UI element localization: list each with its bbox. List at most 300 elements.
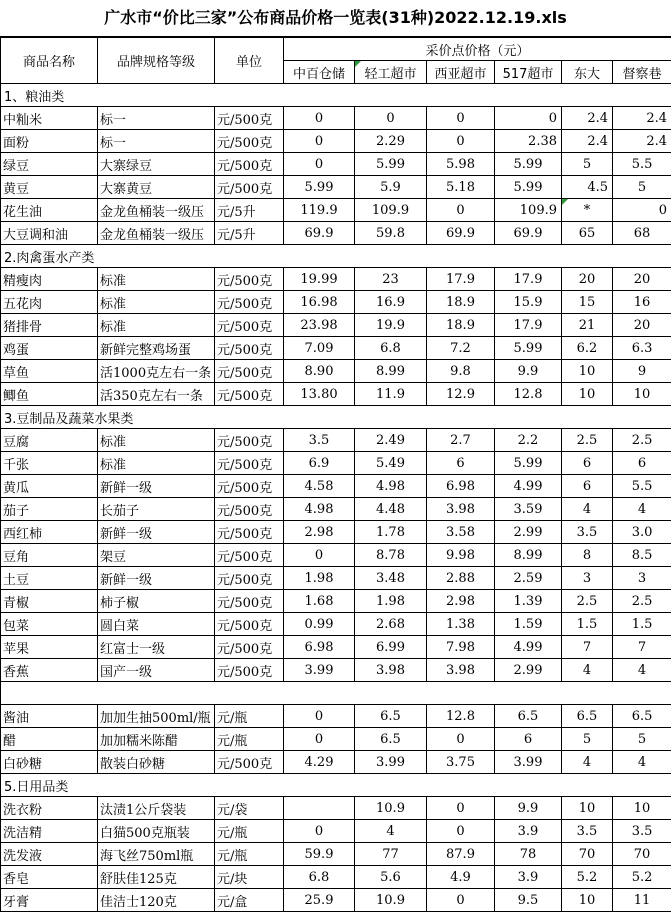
- unit-cell: 元/500克: [215, 337, 284, 360]
- table-row: [1, 291, 671, 314]
- price-cell: 7: [562, 636, 613, 659]
- price-cell: 69.9: [427, 222, 495, 245]
- price-cell: 65: [562, 222, 613, 245]
- price-cell: 3.99: [284, 659, 355, 682]
- product-spec-cell: 金龙鱼桶装一级压: [98, 222, 215, 245]
- price-cell: 5.99: [495, 153, 562, 176]
- product-name-cell: 醋: [1, 728, 98, 751]
- price-cell: 21: [562, 314, 613, 337]
- price-cell: 20: [562, 268, 613, 291]
- price-cell: 0: [284, 107, 355, 130]
- unit-cell: 元/块: [215, 866, 284, 889]
- price-cell: 2.99: [495, 659, 562, 682]
- table-row: [1, 222, 671, 245]
- price-cell: 0: [427, 728, 495, 751]
- price-cell: 16.98: [284, 291, 355, 314]
- unit-cell: 元/500克: [215, 659, 284, 682]
- price-cell: 5.99: [284, 176, 355, 199]
- table-row: [1, 199, 671, 222]
- unit-cell: 元/500克: [215, 130, 284, 153]
- unit-cell: 元/500克: [215, 751, 284, 774]
- price-cell: 6: [562, 452, 613, 475]
- price-cell: 17.9: [495, 268, 562, 291]
- price-cell: 11.9: [355, 383, 427, 406]
- price-cell: 15: [562, 291, 613, 314]
- price-cell: 5.6: [355, 866, 427, 889]
- price-cell: 2.2: [495, 429, 562, 452]
- price-cell: 5.49: [355, 452, 427, 475]
- section-label: 2.肉禽蛋水产类: [1, 245, 671, 268]
- price-cell: 109.9: [355, 199, 427, 222]
- price-cell: 0.99: [284, 613, 355, 636]
- price-cell: 5.99: [495, 452, 562, 475]
- price-cell: 5: [613, 176, 671, 199]
- price-cell: 69.9: [495, 222, 562, 245]
- unit-cell: 元/5升: [215, 222, 284, 245]
- price-cell: 5.2: [562, 866, 613, 889]
- table-row: [1, 567, 671, 590]
- price-cell: 4.99: [495, 636, 562, 659]
- price-cell: 9.8: [427, 360, 495, 383]
- price-cell: 70: [613, 843, 671, 866]
- price-cell: [284, 797, 355, 820]
- price-cell: 17.9: [495, 314, 562, 337]
- price-cell: 18.9: [427, 314, 495, 337]
- price-cell: 3.99: [495, 751, 562, 774]
- price-cell: 4: [613, 751, 671, 774]
- section-label: 3.豆制品及蔬菜水果类: [1, 406, 671, 429]
- product-spec-cell: 柿子椒: [98, 590, 215, 613]
- price-cell: 10: [562, 383, 613, 406]
- price-cell: 7.2: [427, 337, 495, 360]
- price-cell: 1.5: [613, 613, 671, 636]
- price-cell: 6.8: [355, 337, 427, 360]
- price-cell: 10: [613, 383, 671, 406]
- price-cell: 5.5: [613, 153, 671, 176]
- table-row: [1, 383, 671, 406]
- table-row: [1, 797, 671, 820]
- price-cell: 6: [427, 452, 495, 475]
- price-cell: 2.5: [562, 429, 613, 452]
- header-name: 商品名称: [1, 38, 98, 84]
- product-spec-cell: 标准: [98, 452, 215, 475]
- product-spec-cell: 架豆: [98, 544, 215, 567]
- unit-cell: 元/500克: [215, 291, 284, 314]
- product-name-cell: 酱油: [1, 705, 98, 728]
- price-cell: 12.9: [427, 383, 495, 406]
- price-cell: 4.5: [562, 176, 613, 199]
- price-cell: 87.9: [427, 843, 495, 866]
- product-spec-cell: 国产一级: [98, 659, 215, 682]
- table-row: [1, 751, 671, 774]
- product-spec-cell: 标准: [98, 268, 215, 291]
- unit-cell: 元/500克: [215, 314, 284, 337]
- unit-cell: 元/瓶: [215, 705, 284, 728]
- price-cell: 4: [613, 498, 671, 521]
- table-row: [1, 544, 671, 567]
- product-spec-cell: 新鲜一级: [98, 475, 215, 498]
- price-cell: 5.5: [613, 475, 671, 498]
- product-name-cell: 鲫鱼: [1, 383, 98, 406]
- price-cell: 4: [562, 498, 613, 521]
- table-body: [1, 38, 671, 912]
- price-cell: 3.5: [613, 820, 671, 843]
- price-cell: 2.4: [562, 107, 613, 130]
- price-cell: 23: [355, 268, 427, 291]
- product-name-cell: 香皂: [1, 866, 98, 889]
- price-cell: 9: [613, 360, 671, 383]
- price-cell: 2.59: [495, 567, 562, 590]
- product-name-cell: 牙膏: [1, 889, 98, 912]
- price-cell: 2.68: [355, 613, 427, 636]
- unit-cell: 元/500克: [215, 360, 284, 383]
- section-label: [1, 682, 671, 705]
- unit-cell: 元/500克: [215, 544, 284, 567]
- price-cell: 15.9: [495, 291, 562, 314]
- product-name-cell: 青椒: [1, 590, 98, 613]
- price-cell: 8.99: [495, 544, 562, 567]
- price-cell: 8.99: [355, 360, 427, 383]
- price-cell: 10: [562, 360, 613, 383]
- price-cell: 4.98: [355, 475, 427, 498]
- table-row: [1, 521, 671, 544]
- price-cell: 0: [427, 797, 495, 820]
- unit-cell: 元/500克: [215, 268, 284, 291]
- price-cell: 6.98: [427, 475, 495, 498]
- table-row: [1, 429, 671, 452]
- product-spec-cell: 长茄子: [98, 498, 215, 521]
- price-cell: 6: [613, 452, 671, 475]
- price-cell: 6: [562, 475, 613, 498]
- price-cell: 3.5: [562, 820, 613, 843]
- price-cell: 2.99: [495, 521, 562, 544]
- price-cell: 2.49: [355, 429, 427, 452]
- price-cell: 0: [284, 153, 355, 176]
- price-cell: 4: [562, 751, 613, 774]
- product-name-cell: 精瘦肉: [1, 268, 98, 291]
- product-name-cell: 黄瓜: [1, 475, 98, 498]
- price-cell: 2.29: [355, 130, 427, 153]
- price-cell: 7.09: [284, 337, 355, 360]
- product-name-cell: 绿豆: [1, 153, 98, 176]
- price-cell: 6: [495, 728, 562, 751]
- section-row: [1, 682, 671, 705]
- product-name-cell: 大豆调和油: [1, 222, 98, 245]
- header-unit: 单位: [215, 38, 284, 84]
- price-cell: 4: [562, 659, 613, 682]
- header-store: 督察巷: [613, 61, 671, 84]
- price-cell: 3.98: [355, 659, 427, 682]
- product-name-cell: 土豆: [1, 567, 98, 590]
- product-spec-cell: 大寨黄豆: [98, 176, 215, 199]
- price-cell: 5: [562, 728, 613, 751]
- price-cell: 3.48: [355, 567, 427, 590]
- unit-cell: 元/瓶: [215, 728, 284, 751]
- price-cell: 3: [562, 567, 613, 590]
- section-label: 5.日用品类: [1, 774, 671, 797]
- price-cell: 5.2: [613, 866, 671, 889]
- price-cell: 6.5: [355, 728, 427, 751]
- unit-cell: 元/500克: [215, 153, 284, 176]
- product-spec-cell: 活350克左右一条: [98, 383, 215, 406]
- product-name-cell: 洗衣粉: [1, 797, 98, 820]
- product-name-cell: 洗洁精: [1, 820, 98, 843]
- price-cell: 4.29: [284, 751, 355, 774]
- header-store: 轻工超市: [355, 61, 427, 84]
- price-cell: 6.5: [613, 705, 671, 728]
- table-row: [1, 130, 671, 153]
- price-cell: 1.5: [562, 613, 613, 636]
- price-cell: 0: [427, 889, 495, 912]
- price-cell: 0: [613, 199, 671, 222]
- price-cell: 10: [562, 889, 613, 912]
- price-cell: 0: [427, 107, 495, 130]
- product-spec-cell: 金龙鱼桶装一级压: [98, 199, 215, 222]
- price-cell: 59.9: [284, 843, 355, 866]
- price-cell: 11: [613, 889, 671, 912]
- price-cell: 69.9: [284, 222, 355, 245]
- price-cell: 4: [355, 820, 427, 843]
- product-name-cell: 草鱼: [1, 360, 98, 383]
- product-name-cell: 包菜: [1, 613, 98, 636]
- unit-cell: 元/5升: [215, 199, 284, 222]
- table-row: [1, 498, 671, 521]
- price-cell: 3.9: [495, 820, 562, 843]
- header-spec: 品牌规格等级: [98, 38, 215, 84]
- unit-cell: 元/盒: [215, 889, 284, 912]
- product-spec-cell: 标一: [98, 107, 215, 130]
- product-name-cell: 中籼米: [1, 107, 98, 130]
- product-spec-cell: 散装白砂糖: [98, 751, 215, 774]
- price-cell: 12.8: [495, 383, 562, 406]
- price-cell: 16.9: [355, 291, 427, 314]
- product-spec-cell: 海飞丝750ml瓶: [98, 843, 215, 866]
- product-spec-cell: 活1000克左右一条: [98, 360, 215, 383]
- section-row: [1, 774, 671, 797]
- table-row: [1, 360, 671, 383]
- price-cell: 0: [427, 130, 495, 153]
- price-cell: 0: [284, 820, 355, 843]
- price-cell: 2.98: [427, 590, 495, 613]
- price-cell: 3.98: [427, 498, 495, 521]
- table-row: [1, 659, 671, 682]
- product-name-cell: 西红柿: [1, 521, 98, 544]
- unit-cell: 元/500克: [215, 475, 284, 498]
- product-spec-cell: 大寨绿豆: [98, 153, 215, 176]
- price-cell: 0: [427, 820, 495, 843]
- unit-cell: 元/500克: [215, 590, 284, 613]
- product-spec-cell: 加加生抽500ml/瓶: [98, 705, 215, 728]
- price-cell: 4.9: [427, 866, 495, 889]
- header-store: 东大: [562, 61, 613, 84]
- price-cell: 9.5: [495, 889, 562, 912]
- price-cell: 5: [613, 728, 671, 751]
- product-spec-cell: 圆白菜: [98, 613, 215, 636]
- unit-cell: 元/瓶: [215, 843, 284, 866]
- price-cell: 3.9: [495, 866, 562, 889]
- product-name-cell: 豆角: [1, 544, 98, 567]
- price-cell: 8.78: [355, 544, 427, 567]
- price-cell: 0: [355, 107, 427, 130]
- product-spec-cell: 舒肤佳125克: [98, 866, 215, 889]
- price-cell: 2.4: [613, 130, 671, 153]
- price-cell: 1.78: [355, 521, 427, 544]
- product-name-cell: 花生油: [1, 199, 98, 222]
- price-cell: 3: [613, 567, 671, 590]
- price-cell: 2.4: [562, 130, 613, 153]
- product-spec-cell: 加加糯米陈醋: [98, 728, 215, 751]
- price-cell: 9.9: [495, 797, 562, 820]
- price-cell: 0: [284, 705, 355, 728]
- unit-cell: 元/500克: [215, 452, 284, 475]
- price-cell: 10: [613, 797, 671, 820]
- price-cell: 4.58: [284, 475, 355, 498]
- product-spec-cell: 新鲜一级: [98, 567, 215, 590]
- price-cell: 8.90: [284, 360, 355, 383]
- price-cell: 5.99: [355, 153, 427, 176]
- unit-cell: 元/500克: [215, 498, 284, 521]
- section-row: [1, 406, 671, 429]
- price-cell: 2.38: [495, 130, 562, 153]
- product-name-cell: 洗发液: [1, 843, 98, 866]
- price-cell: 2.5: [562, 590, 613, 613]
- price-cell: 8: [562, 544, 613, 567]
- product-name-cell: 猪排骨: [1, 314, 98, 337]
- price-cell: 17.9: [427, 268, 495, 291]
- price-cell: 3.58: [427, 521, 495, 544]
- price-cell: 68: [613, 222, 671, 245]
- price-cell: 6.98: [284, 636, 355, 659]
- header-store: 西亚超市: [427, 61, 495, 84]
- product-spec-cell: 标准: [98, 314, 215, 337]
- header-row-1: [1, 38, 671, 61]
- table-row: [1, 337, 671, 360]
- price-cell: 4.99: [495, 475, 562, 498]
- product-name-cell: 苹果: [1, 636, 98, 659]
- product-spec-cell: 标一: [98, 130, 215, 153]
- product-spec-cell: 白猫500克瓶装: [98, 820, 215, 843]
- table-row: [1, 475, 671, 498]
- unit-cell: 元/袋: [215, 797, 284, 820]
- table-row: [1, 590, 671, 613]
- price-cell: 5.98: [427, 153, 495, 176]
- price-cell: 20: [613, 268, 671, 291]
- price-cell: 6.9: [284, 452, 355, 475]
- price-cell: 23.98: [284, 314, 355, 337]
- table-row: [1, 107, 671, 130]
- price-cell: 3.5: [284, 429, 355, 452]
- product-spec-cell: 汰渍1公斤袋装: [98, 797, 215, 820]
- price-cell: 7.98: [427, 636, 495, 659]
- price-cell: 1.59: [495, 613, 562, 636]
- price-cell: 0: [495, 107, 562, 130]
- price-cell: 6.5: [495, 705, 562, 728]
- price-cell: 2.5: [613, 429, 671, 452]
- product-name-cell: 黄豆: [1, 176, 98, 199]
- price-cell: 2.98: [284, 521, 355, 544]
- price-cell: 10.9: [355, 889, 427, 912]
- price-cell: 2.7: [427, 429, 495, 452]
- price-cell: 109.9: [495, 199, 562, 222]
- price-cell: 6.8: [284, 866, 355, 889]
- table-row: [1, 728, 671, 751]
- unit-cell: 元/瓶: [215, 820, 284, 843]
- price-cell: 3.59: [495, 498, 562, 521]
- price-cell: 6.5: [355, 705, 427, 728]
- price-cell: 78: [495, 843, 562, 866]
- price-cell: 6.2: [562, 337, 613, 360]
- price-cell: 1.39: [495, 590, 562, 613]
- price-cell: 6.5: [562, 705, 613, 728]
- table-row: [1, 176, 671, 199]
- price-cell: 9.9: [495, 360, 562, 383]
- header-store: 517超市: [495, 61, 562, 84]
- sheet-title: 广水市“价比三家”公布商品价格一览表(31种)2022.12.19.xls: [0, 0, 671, 37]
- product-spec-cell: 红富士一级: [98, 636, 215, 659]
- unit-cell: 元/500克: [215, 383, 284, 406]
- price-cell: 3.0: [613, 521, 671, 544]
- product-name-cell: 豆腐: [1, 429, 98, 452]
- product-spec-cell: 标准: [98, 291, 215, 314]
- price-cell: 5.18: [427, 176, 495, 199]
- price-cell: 0: [284, 544, 355, 567]
- price-cell: 25.9: [284, 889, 355, 912]
- price-cell: 1.98: [355, 590, 427, 613]
- product-spec-cell: 新鲜一级: [98, 521, 215, 544]
- price-cell: 5.99: [495, 337, 562, 360]
- product-spec-cell: 新鲜完整鸡场蛋: [98, 337, 215, 360]
- price-cell: 0: [284, 130, 355, 153]
- table-row: [1, 843, 671, 866]
- price-cell: 7: [613, 636, 671, 659]
- price-cell: 4: [613, 659, 671, 682]
- price-cell: 13.80: [284, 383, 355, 406]
- section-row: [1, 245, 671, 268]
- price-cell: 12.8: [427, 705, 495, 728]
- price-cell: 19.99: [284, 268, 355, 291]
- table-row: [1, 613, 671, 636]
- product-name-cell: 香蕉: [1, 659, 98, 682]
- product-name-cell: 茄子: [1, 498, 98, 521]
- price-cell: 10: [562, 797, 613, 820]
- price-cell: *: [562, 199, 613, 222]
- price-cell: 6.99: [355, 636, 427, 659]
- table-row: [1, 889, 671, 912]
- price-cell: 1.68: [284, 590, 355, 613]
- product-name-cell: 面粉: [1, 130, 98, 153]
- table-row: [1, 452, 671, 475]
- price-cell: 18.9: [427, 291, 495, 314]
- price-cell: 6.3: [613, 337, 671, 360]
- price-cell: 3.98: [427, 659, 495, 682]
- product-spec-cell: 佳洁士120克: [98, 889, 215, 912]
- header-price-group: 采价点价格（元）: [284, 38, 671, 61]
- unit-cell: 元/500克: [215, 636, 284, 659]
- price-cell: 2.4: [613, 107, 671, 130]
- price-cell: 119.9: [284, 199, 355, 222]
- unit-cell: 元/500克: [215, 429, 284, 452]
- table-row: [1, 705, 671, 728]
- unit-cell: 元/500克: [215, 521, 284, 544]
- price-cell: 1.98: [284, 567, 355, 590]
- price-cell: 2.5: [613, 590, 671, 613]
- table-row: [1, 636, 671, 659]
- price-cell: 0: [284, 728, 355, 751]
- price-cell: 59.8: [355, 222, 427, 245]
- table-row: [1, 866, 671, 889]
- unit-cell: 元/500克: [215, 107, 284, 130]
- table-row: [1, 268, 671, 291]
